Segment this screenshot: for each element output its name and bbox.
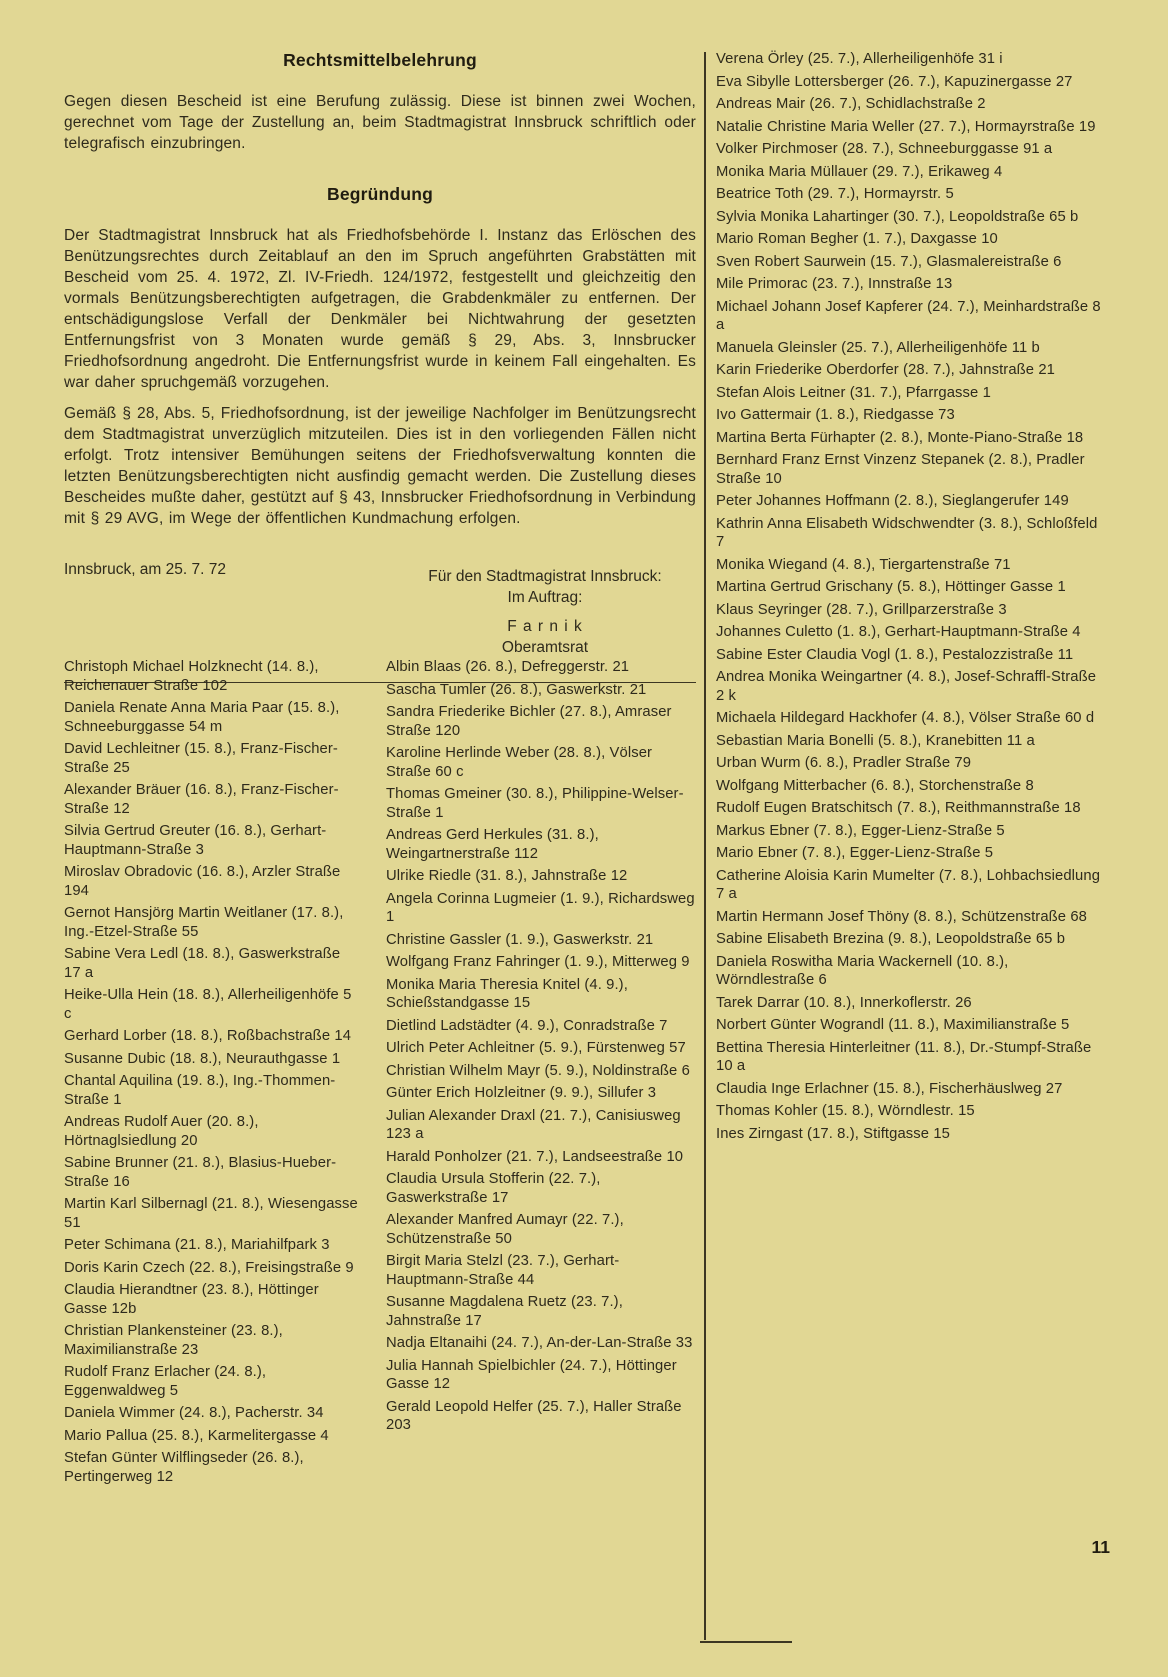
name-entry: Andreas Mair (26. 7.), Schidlachstraße 2 <box>716 96 986 112</box>
name-entry: Manuela Gleinsler (25. 7.), Allerheiligenhöfe 11 b <box>716 339 1040 356</box>
name-entry: Bernhard Franz Ernst Vinzenz Stepanek (2. 8.), Pradler Straße 10 <box>716 452 1085 487</box>
name-entry: Sabine Elisabeth Brezina (9. 8.), Leopoldstraße 65 b <box>716 931 1066 947</box>
name-entry: Tarek Darrar (10. 8.), Innerkoflerstr. 26 <box>716 994 972 1011</box>
name-entry: Catherine Aloisia Karin Mumelter (7. 8.), Lohbachsiedlung 7 a <box>716 867 1101 902</box>
name-entry: Christian Plankensteiner (23. 8.), Maximilianstraße 23 <box>64 1323 283 1358</box>
name-entry: Thomas Gmeiner (30. 8.), Philippine-Welser-Straße 1 <box>386 786 684 821</box>
legal-paragraph-reasoning-1: Der Stadtmagistrat Innsbruck hat als Friedhofsbehörde I. Instanz das Erlöschen des Benützungsrechtes durch Zeitablauf an den im Spruch angeführten Grabstätten mit Bescheid vom 25. 4. 1972, Zl. IV-Friedh. 124/1972, festgestellt und gleichzeitig den vormals Benützungsberechtigten aufgetragen, die Grabdenkmäler zu entfernen. Der entschädigungslose Verfall der Denkmäler bei Nichtwahrung der gesetzten Entfernungsfrist von 3 Monaten wurde gemäß § 29, Abs. 3, Innsbrucker Friedhofsordnung angedroht. Die Entfernungsfrist wurde in keinem Fall eingehalten. Es war daher spruchgemäß vorzugehen. <box>64 227 696 391</box>
name-entry: Susanne Magdalena Ruetz (23. 7.), Jahnstraße 17 <box>386 1294 623 1329</box>
name-entry: Daniela Renate Anna Maria Paar (15. 8.), Schneeburggasse 54 m <box>64 700 340 735</box>
name-column-1 <box>64 658 358 1490</box>
name-entry: Eva Sibylle Lottersberger (26. 7.), Kapuzinergasse 27 <box>716 73 1073 90</box>
name-entry: Beatrice Toth (29. 7.), Hormayrstr. 5 <box>716 186 954 202</box>
name-entry: Andrea Monika Weingartner (4. 8.), Josef-Schraffl-Straße 2 k <box>716 669 1097 704</box>
name-entry: Alexander Manfred Aumayr (22. 7.), Schützenstraße 50 <box>386 1212 624 1247</box>
name-entry: Susanne Dubic (18. 8.), Neurauthgasse 1 <box>64 1050 341 1067</box>
name-entry: Michael Johann Josef Kapferer (24. 7.), Meinhardstraße 8 a <box>716 298 1101 333</box>
name-entry: Daniela Wimmer (24. 8.), Pacherstr. 34 <box>64 1405 324 1421</box>
name-entry: Albin Blaas (26. 8.), Defreggerstr. 21 <box>386 659 630 675</box>
name-entry: Günter Erich Holzleitner (9. 9.), Sillufer 3 <box>386 1085 657 1101</box>
name-entry: Ulrike Riedle (31. 8.), Jahnstraße 12 <box>386 868 628 884</box>
name-entry: Sebastian Maria Bonelli (5. 8.), Kranebitten 11 a <box>716 732 1035 749</box>
heading-begruendung: Begründung <box>326 184 433 204</box>
name-entry: Kathrin Anna Elisabeth Widschwendter (3. 8.), Schloßfeld 7 <box>716 515 1098 550</box>
name-entry: Gernot Hansjörg Martin Weitlaner (17. 8.), Ing.-Etzel-Straße 55 <box>64 905 344 940</box>
name-entry: Ines Zirngast (17. 8.), Stiftgasse 15 <box>716 1125 950 1142</box>
name-entry: Martina Berta Fürhapter (2. 8.), Monte-Piano-Straße 18 <box>716 429 1084 446</box>
name-entry: Karin Friederike Oberdorfer (28. 7.), Jahnstraße 21 <box>716 362 1055 378</box>
name-entry: Sandra Friederike Bichler (27. 8.), Amraser Straße 120 <box>386 704 672 739</box>
name-entry: Monika Maria Theresia Knitel (4. 9.), Schießstandgasse 15 <box>386 976 628 1011</box>
name-entry: Sabine Ester Claudia Vogl (1. 8.), Pestalozzistraße 11 <box>716 646 1074 663</box>
name-entry: Sabine Brunner (21. 8.), Blasius-Hueber-Straße 16 <box>64 1155 337 1190</box>
name-entry: Birgit Maria Stelzl (23. 7.), Gerhart-Hauptmann-Straße 44 <box>386 1253 620 1288</box>
name-entry: Andreas Gerd Herkules (31. 8.), Weingartnerstraße 112 <box>386 827 599 862</box>
signature-title: Oberamtsrat <box>501 639 589 656</box>
name-entry: Urban Wurm (6. 8.), Pradler Straße 79 <box>716 755 972 771</box>
name-entry: Rudolf Eugen Bratschitsch (7. 8.), Reithmannstraße 18 <box>716 800 1081 816</box>
name-entry: Peter Johannes Hoffmann (2. 8.), Sieglangerufer 149 <box>716 493 1069 509</box>
name-entry: Michaela Hildegard Hackhofer (4. 8.), Völser Straße 60 d <box>716 710 1095 726</box>
name-entry: Angela Corinna Lugmeier (1. 9.), Richardsweg 1 <box>386 890 695 925</box>
name-column-2 <box>386 658 696 1490</box>
name-entry: Wolfgang Franz Fahringer (1. 9.), Mitterweg 9 <box>386 954 690 970</box>
name-entry: Christoph Michael Holzknecht (14. 8.), Reichenauer Straße 102 <box>64 659 319 694</box>
right-column-block <box>716 50 1106 1147</box>
name-entry: Christine Gassler (1. 9.), Gaswerkstr. 21 <box>386 931 654 948</box>
name-entry: Peter Schimana (21. 8.), Mariahilfpark 3 <box>64 1237 330 1253</box>
name-column-3 <box>716 50 1106 1143</box>
name-entry: Bettina Theresia Hinterleitner (11. 8.), Dr.-Stumpf-Straße 10 a <box>716 1039 1092 1074</box>
name-entry: Stefan Alois Leitner (31. 7.), Pfarrgasse 1 <box>716 384 991 401</box>
name-entry: Ulrich Peter Achleitner (5. 9.), Fürstenweg 57 <box>386 1040 686 1056</box>
name-entry: Miroslav Obradovic (16. 8.), Arzler Straße 194 <box>64 864 341 899</box>
legal-text-block <box>64 50 696 691</box>
name-entry: Sascha Tumler (26. 8.), Gaswerkstr. 21 <box>386 681 647 698</box>
name-entry: Ivo Gattermair (1. 8.), Riedgasse 73 <box>716 407 955 423</box>
page-number: 11 <box>1091 1537 1110 1557</box>
name-entry: Monika Wiegand (4. 8.), Tiergartenstraße 71 <box>716 556 1011 573</box>
signature-block <box>400 566 690 658</box>
name-entry: Natalie Christine Maria Weller (27. 7.), Hormayrstraße 19 <box>716 118 1096 135</box>
name-entry: Norbert Günter Wograndl (11. 8.), Maximilianstraße 5 <box>716 1017 1070 1033</box>
name-entry: Martin Karl Silbernagl (21. 8.), Wiesengasse 51 <box>64 1196 358 1231</box>
name-entry: Johannes Culetto (1. 8.), Gerhart-Hauptmann-Straße 4 <box>716 624 1081 640</box>
legal-paragraph-reasoning-2: Gemäß § 28, Abs. 5, Friedhofsordnung, ist der jeweilige Nachfolger im Benützungsrecht dem Stadtmagistrat unverzüglich mitzuteilen. Dies ist in den vorliegenden Fällen nicht erfolgt. Trotz intensiver Bemühungen seitens der Friedhofsverwaltung konnten die letzten Benützungsberechtigten nicht ausfindig gemacht werden. Die Zustellung dieses Bescheides mußte daher, gestützt auf § 43, Innsbrucker Friedhofsordnung in Verbindung mit § 29 AVG, im Wege der öffentlichen Kundmachung erfolgen. <box>64 405 696 527</box>
name-entry: Julian Alexander Draxl (21. 7.), Canisiusweg 123 a <box>386 1107 681 1142</box>
name-entry: Stefan Günter Wilflingseder (26. 8.), Pertingerweg 12 <box>64 1450 304 1485</box>
name-entry: Markus Ebner (7. 8.), Egger-Lienz-Straße 5 <box>716 822 1005 839</box>
name-entry: Alexander Bräuer (16. 8.), Franz-Fischer-Straße 12 <box>64 782 339 817</box>
name-entry: Harald Ponholzer (21. 7.), Landseestraße 10 <box>386 1148 684 1165</box>
signature-im-auftrag-line: Im Auftrag: <box>507 589 583 606</box>
name-entry: David Lechleitner (15. 8.), Franz-Fischer-Straße 25 <box>64 741 338 776</box>
name-entry: Monika Maria Müllauer (29. 7.), Erikaweg 4 <box>716 163 1003 180</box>
name-entry: Claudia Inge Erlachner (15. 8.), Fischerhäuslweg 27 <box>716 1080 1063 1097</box>
name-entry: Andreas Rudolf Auer (20. 8.), Hörtnaglsiedlung 20 <box>64 1114 259 1149</box>
name-entry: Mario Ebner (7. 8.), Egger-Lienz-Straße 5 <box>716 845 994 861</box>
column-divider <box>704 52 706 1640</box>
name-entry: Volker Pirchmoser (28. 7.), Schneeburggasse 91 a <box>716 141 1053 157</box>
name-entry: Dietlind Ladstädter (4. 9.), Conradstraße 7 <box>386 1017 668 1034</box>
name-entry: Claudia Hierandtner (23. 8.), Höttinger Gasse 12b <box>64 1282 319 1317</box>
name-entry: Klaus Seyringer (28. 7.), Grillparzerstraße 3 <box>716 601 1007 618</box>
name-entry: Nadja Eltanaihi (24. 7.), An-der-Lan-Straße 33 <box>386 1335 693 1351</box>
name-entry: Martin Hermann Josef Thöny (8. 8.), Schützenstraße 68 <box>716 908 1088 925</box>
name-entry: Sabine Vera Ledl (18. 8.), Gaswerkstraße 17 a <box>64 946 341 981</box>
name-entry: Heike-Ulla Hein (18. 8.), Allerheiligenhöfe 5 c <box>64 987 352 1022</box>
name-entry: Martina Gertrud Grischany (5. 8.), Höttinger Gasse 1 <box>716 579 1066 595</box>
name-entry: Mile Primorac (23. 7.), Innstraße 13 <box>716 276 953 292</box>
name-entry: Silvia Gertrud Greuter (16. 8.), Gerhart-Hauptmann-Straße 3 <box>64 823 327 858</box>
name-entry: Karoline Herlinde Weber (28. 8.), Völser Straße 60 c <box>386 745 653 780</box>
legal-paragraph-appeal: Gegen diesen Bescheid ist eine Berufung zulässig. Diese ist binnen zwei Wochen, gerechnet vom Tage der Zustellung an, beim Stadtmagistrat Innsbruck schriftlich oder telegrafisch einzubringen. <box>64 93 696 152</box>
name-entry: Mario Roman Begher (1. 7.), Daxgasse 10 <box>716 231 998 247</box>
name-entry: Gerald Leopold Helfer (25. 7.), Haller Straße 203 <box>386 1398 682 1433</box>
name-entry: Wolfgang Mitterbacher (6. 8.), Storchenstraße 8 <box>716 777 1034 794</box>
name-entry: Sylvia Monika Lahartinger (30. 7.), Leopoldstraße 65 b <box>716 208 1079 225</box>
signature-authority-line: Für den Stadtmagistrat Innsbruck: <box>428 568 662 585</box>
name-list-columns <box>64 658 696 1490</box>
name-entry: Doris Karin Czech (22. 8.), Freisingstraße 9 <box>64 1259 354 1276</box>
name-entry: Thomas Kohler (15. 8.), Wörndlestr. 15 <box>716 1103 975 1119</box>
name-entry: Verena Örley (25. 7.), Allerheiligenhöfe 31 i <box>716 51 1003 67</box>
name-entry: Rudolf Franz Erlacher (24. 8.), Eggenwaldweg 5 <box>64 1364 267 1399</box>
dateline: Innsbruck, am 25. 7. 72 <box>64 561 226 578</box>
heading-rechtsmittelbelehrung: Rechtsmittelbelehrung <box>283 50 477 70</box>
name-entry: Claudia Ursula Stofferin (22. 7.), Gaswerkstraße 17 <box>386 1171 601 1206</box>
name-entry: Sven Robert Saurwein (15. 7.), Glasmalereistraße 6 <box>716 253 1062 270</box>
bottom-rule-tick <box>700 1641 792 1643</box>
name-entry: Gerhard Lorber (18. 8.), Roßbachstraße 14 <box>64 1028 352 1044</box>
signature-name: F a r n i k <box>507 618 583 635</box>
name-entry: Chantal Aquilina (19. 8.), Ing.-Thommen-Straße 1 <box>64 1073 336 1108</box>
name-entry: Julia Hannah Spielbichler (24. 7.), Höttinger Gasse 12 <box>386 1357 677 1392</box>
name-entry: Mario Pallua (25. 8.), Karmelitergasse 4 <box>64 1427 329 1444</box>
name-entry: Daniela Roswitha Maria Wackernell (10. 8.), Wörndlestraße 6 <box>716 953 1009 988</box>
name-entry: Christian Wilhelm Mayr (5. 9.), Noldinstraße 6 <box>386 1062 690 1079</box>
